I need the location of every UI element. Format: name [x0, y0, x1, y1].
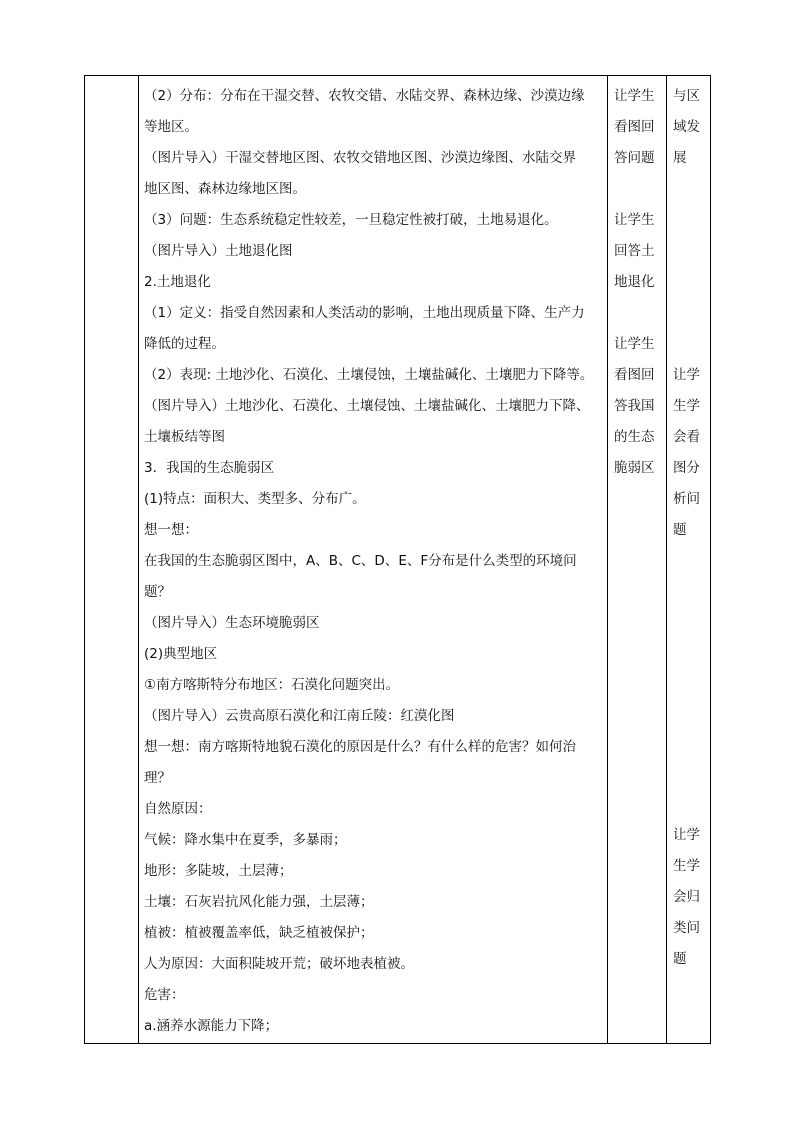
content-line: 想一想：	[144, 522, 198, 538]
activity-2: 让学生回答土地退化	[614, 212, 655, 290]
lesson-plan-table	[84, 75, 711, 1044]
content-line: （图片导入）生态环境脆弱区	[144, 615, 320, 631]
content-line: （2）分布：分布在干湿交替、农牧交错、水陆交界、森林边缘、沙漠边缘	[144, 88, 585, 104]
content-line: 想一想：南方喀斯特地貌石漠化的原因是什么？有什么样的危害？如何治	[144, 739, 576, 755]
content-line: （图片导入）云贵高原石漠化和江南丘陵：红漠化图	[144, 708, 455, 724]
content-line: 理？	[144, 770, 171, 786]
content-line: 在我国的生态脆弱区图中，A、B、C、D、E、F分布是什么类型的环境问	[144, 553, 577, 569]
content-line: 题？	[144, 584, 171, 600]
design-intent-cell	[667, 76, 711, 1044]
content-line: (1)特点：面积大、类型多、分布广。	[144, 491, 366, 507]
content-line: （图片导入）土地退化图	[144, 243, 293, 259]
stage-cell	[85, 76, 139, 1044]
content-line: 3．我国的生态脆弱区	[144, 460, 275, 476]
content-line: 气候：降水集中在夏季，多暴雨；	[144, 832, 347, 848]
content-line: （图片导入）土地沙化、石漠化、土壤侵蚀、土壤盐碱化、土壤肥力下降、	[144, 398, 590, 414]
content-line: 土壤：石灰岩抗风化能力强，土层薄；	[144, 894, 374, 910]
content-line: (2)典型地区	[144, 646, 218, 662]
content-line: 地形：多陡坡，土层薄；	[144, 863, 293, 879]
content-line: （3）问题：生态系统稳定性较差，一旦稳定性被打破，土地易退化。	[144, 212, 558, 228]
content-line: 地区图、森林边缘地区图。	[144, 181, 306, 197]
intent-3: 让学生学会归类问题	[673, 827, 700, 967]
content-cell	[139, 76, 608, 1044]
content-line: ①南方喀斯特分布地区：石漠化问题突出。	[144, 677, 400, 693]
content-line: 人为原因：大面积陡坡开荒；破坏地表植被。	[144, 956, 414, 972]
content-line: 植被：植被覆盖率低，缺乏植被保护；	[144, 925, 374, 941]
content-line: （1）定义：指受自然因素和人类活动的影响，土地出现质量下降、生产力	[144, 305, 585, 321]
content-line: 自然原因：	[144, 801, 212, 817]
teaching-content	[139, 76, 607, 1042]
content-line: 危害：	[144, 987, 185, 1003]
content-line: （图片导入）干湿交替地区图、农牧交错地区图、沙漠边缘图、水陆交界	[144, 150, 576, 166]
content-line: 土壤板结等图	[144, 429, 225, 445]
content-line: 等地区。	[144, 119, 198, 135]
content-line: 降低的过程。	[144, 336, 225, 352]
activity-1: 让学生看图回答问题	[614, 88, 655, 166]
intent-2: 让学生学会看图分析问题	[673, 367, 700, 538]
content-line: （2）表现: 土地沙化、石漠化、土壤侵蚀，土壤盐碱化、土壤肥力下降等。	[144, 367, 594, 383]
content-line: a.涵养水源能力下降；	[144, 1018, 279, 1034]
intent-1: 与区域发展	[673, 88, 700, 166]
activity-3: 让学生看图回答我国的生态脆弱区	[614, 336, 655, 476]
content-line: 2.土地退化	[144, 274, 211, 290]
student-activity-cell	[608, 76, 667, 1044]
